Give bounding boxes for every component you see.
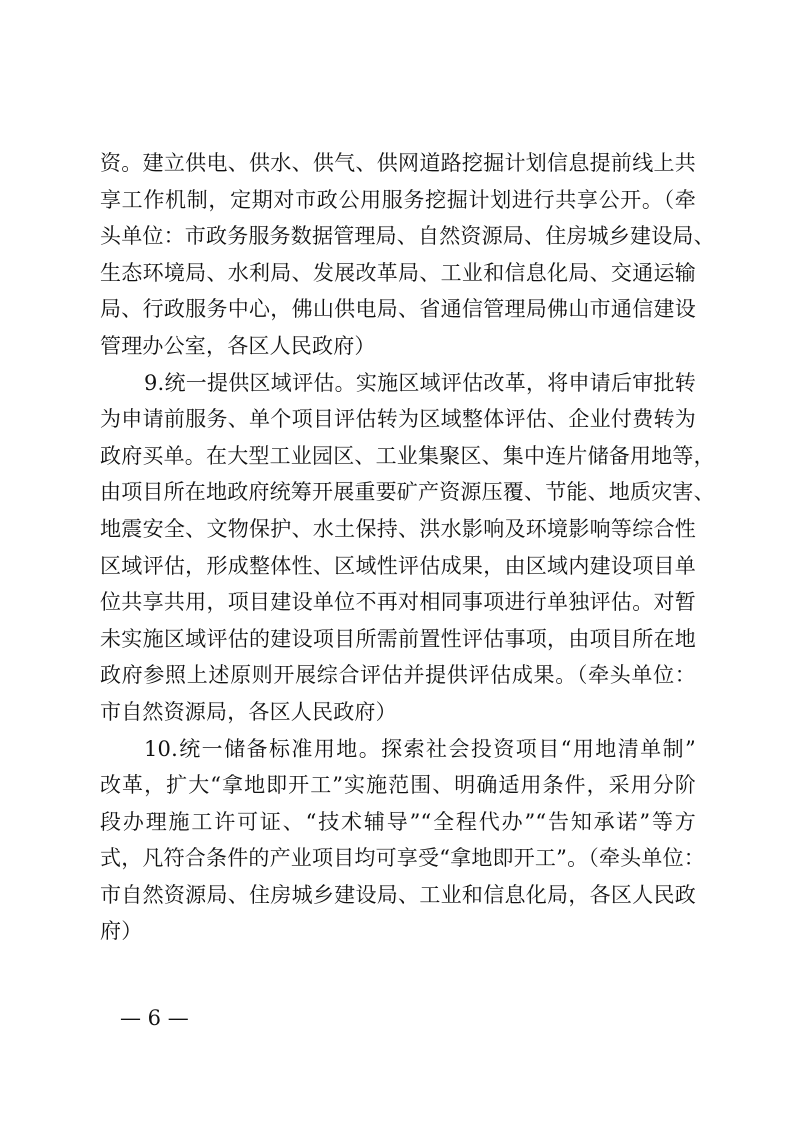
text-line: 为申请前服务、单个项目评估转为区域整体评估、企业付费转为: [100, 407, 696, 432]
text-line: 享工作机制，定期对市政公用服务挖掘计划进行共享公开。（牵: [100, 187, 696, 212]
text-line: 府）: [100, 919, 143, 944]
text-line: 9.统一提供区域评估。实施区域评估改革，将申请后审批转: [144, 370, 696, 395]
text-line: 局、行政服务中心，佛山供电局、省通信管理局佛山市通信建设: [100, 297, 696, 322]
text-line: 改革，扩大“拿地即开工”实施范围、明确适用条件，采用分阶: [100, 773, 696, 798]
text-line: 市自然资源局、住房城乡建设局、工业和信息化局，各区人民政: [100, 882, 696, 907]
text-line: 生态环境局、水利局、发展改革局、工业和信息化局、交通运输: [100, 260, 696, 285]
text-line: 10.统一储备标准用地。探索社会投资项目“用地清单制”: [144, 736, 696, 761]
text-line: 市自然资源局，各区人民政府）: [100, 699, 397, 724]
text-line: 头单位：市政务服务数据管理局、自然资源局、住房城乡建设局、: [100, 224, 715, 249]
text-line: 由项目所在地政府统筹开展重要矿产资源压覆、节能、地质灾害、: [100, 480, 715, 505]
paragraph-item-9: [100, 365, 715, 731]
text-line: 位共享共用，项目建设单位不再对相同事项进行单独评估。对暂: [100, 590, 696, 615]
text-line: 政府买单。在大型工业园区、工业集聚区、集中连片储备用地等，: [100, 443, 715, 468]
text-line: 未实施区域评估的建设项目所需前置性评估事项，由项目所在地: [100, 626, 696, 651]
text-line: 区域评估，形成整体性、区域性评估成果，由区域内建设项目单: [100, 553, 696, 578]
paragraph-item-10: [100, 731, 705, 951]
text-line: 式，凡符合条件的产业项目均可享受“拿地即开工”。（牵头单位：: [100, 846, 705, 871]
text-line: 段办理施工许可证、“技术辅导”“全程代办”“告知承诺”等方: [100, 809, 696, 834]
text-line: 资。建立供电、供水、供气、供网道路挖掘计划信息提前线上共: [100, 151, 696, 175]
text-line: 地震安全、文物保护、水土保持、洪水影响及环境影响等综合性: [100, 516, 696, 541]
document-body: [100, 145, 715, 950]
text-line: 政府参照上述原则开展综合评估并提供评估成果。（牵头单位：: [100, 663, 696, 688]
text-line: 管理办公室，各区人民政府）: [100, 333, 376, 358]
paragraph-continued: [100, 145, 715, 365]
page-number: — 6 —: [120, 1006, 189, 1030]
